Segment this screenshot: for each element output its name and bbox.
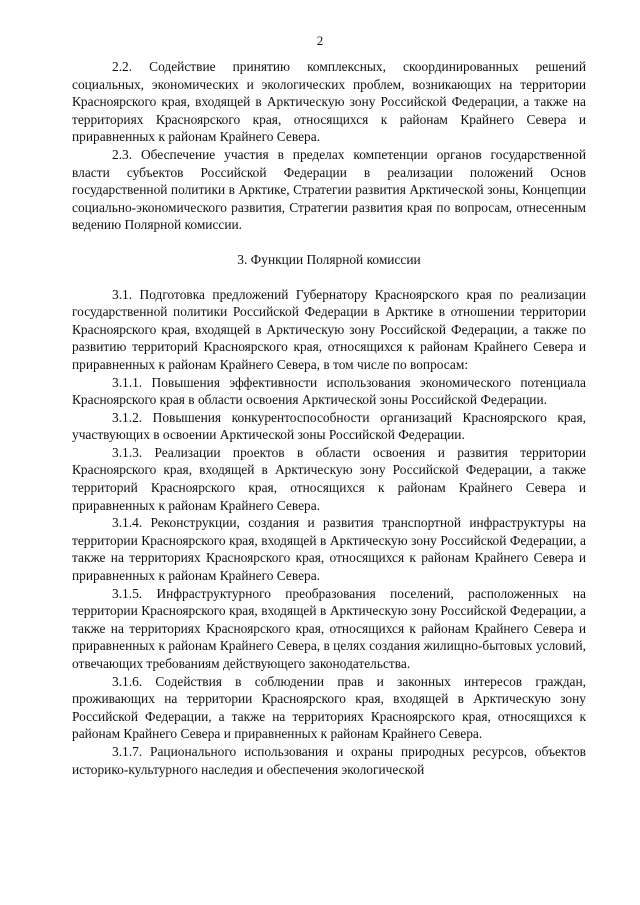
section-title: 3. Функции Полярной комиссии: [237, 251, 421, 267]
paragraph-3-1-2: 3.1.2. Повышения конкурентоспособности организаций Красноярского края, участвующих в освоении Арктической зоны Российской Федерации.: [72, 409, 586, 443]
paragraph-2-2: 2.2. Содействие принятию комплексных, скоординированных решений социальных, экономических и экологических проблем, возникающих на территории Красноярского края, входящей в Арктическую зону Российской Федерации, а также на территориях Красноярского края, относящихся к районам Крайнего Севера и приравненных к районам Крайнего Севера.: [72, 59, 586, 145]
document-body: [72, 58, 586, 778]
paragraph-3-1-6: 3.1.6. Содействия в соблюдении прав и законных интересов граждан, проживающих на территории Красноярского края, входящей в Арктическую зону Российской Федерации, а также на территориях Красноярского края, относящихся к районам Крайнего Севера и приравненных к районам Крайнего Севера.: [72, 673, 586, 742]
paragraph-3-1-5: 3.1.5. Инфраструктурного преобразования поселений, расположенных на территории Красноярского края, входящей в Арктическую зону Российской Федерации, а также на территориях Красноярского края, относящихся к районам Крайнего Севера и приравненных к районам Крайнего Севера, в целях создания жилищно-бытовых условий, отвечающих требованиям действующего законодательства.: [72, 585, 586, 671]
paragraph-3-1-4: 3.1.4. Реконструкции, создания и развития транспортной инфраструктуры на территории Красноярского края, входящей в Арктическую зону Российской Федерации, а также на территориях Красноярского края, относящихся к районам Крайнего Севера и приравненных к районам Крайнего Севера.: [72, 515, 586, 584]
paragraph-3-1-7: 3.1.7. Рационального использования и охраны природных ресурсов, объектов историко-культурного наследия и обеспечения экологической: [72, 743, 586, 777]
paragraph-3-1-3: 3.1.3. Реализации проектов в области освоения и развития территории Красноярского края, входящей в Арктическую зону Российской Федерации, а также территорий Красноярского края, относящихся к районам Крайнего Севера и приравненных к районам Крайнего Севера.: [72, 444, 586, 513]
paragraph-2-3: 2.3. Обеспечение участия в пределах компетенции органов государственной власти субъектов Российской Федерации в реализации положений Основ государственной политики в Арктике, Стратегии развития Арктической зоны, Концепции социально-экономического развития, Стратегии развития края по вопросам, отнесенным ведению Полярной комиссии.: [72, 146, 586, 233]
paragraph-3-1: 3.1. Подготовка предложений Губернатору Красноярского края по реализации государственной политики Российской Федерации в Арктике в отношении территории Красноярского края, входящей в Арктическую зону Российской Федерации, а также по развитию территорий Красноярского края, относящихся к районам Крайнего Севера и приравненных к районам Крайнего Севера, в том числе по вопросам:: [72, 286, 586, 372]
paragraph-3-1-1: 3.1.1. Повышения эффективности использования экономического потенциала Красноярского края в области освоения Арктической зоны Российской Федерации.: [72, 374, 586, 408]
page-number: 2: [316, 33, 324, 48]
